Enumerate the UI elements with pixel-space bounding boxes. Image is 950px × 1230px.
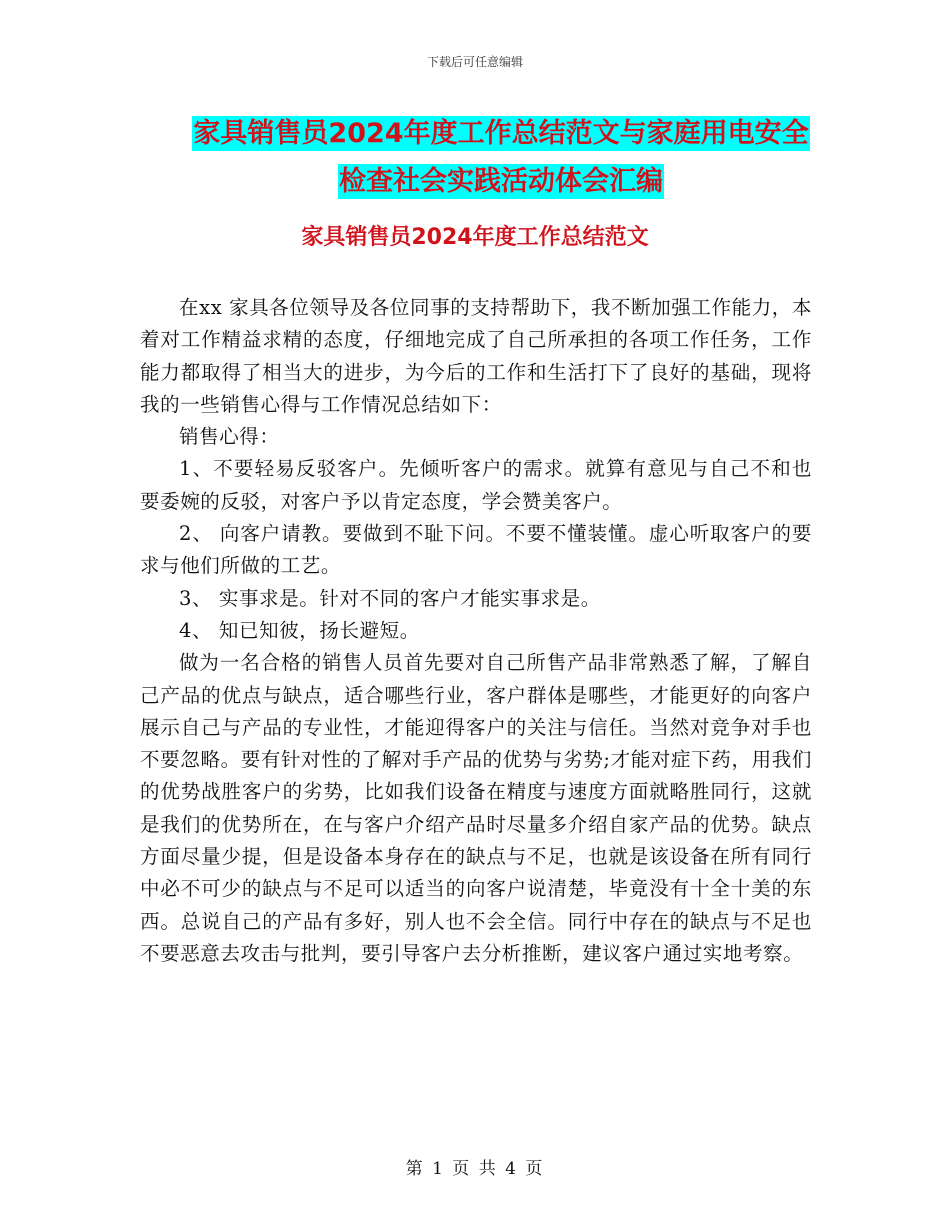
- paragraph-tip-1: 1、不要轻易反驳客户。先倾听客户的需求。就算有意见与自己不和也要委婉的反驳，对客户予以肯定态度，学会赞美客户。: [140, 457, 812, 513]
- paragraph-tip-4: 4、 知已知彼，扬长避短。: [179, 618, 420, 642]
- document-body: [140, 292, 812, 970]
- paragraph-tip-3: 3、 实事求是。针对不同的客户才能实事求是。: [179, 586, 601, 610]
- header-note: 下载后可任意编辑: [426, 55, 523, 69]
- paragraph-intro: 在xx 家具各位领导及各位同事的支持帮助下，我不断加强工作能力，本着对工作精益求精的态度，仔细地完成了自己所承担的各项工作任务，工作能力都取得了相当大的进步，为今后的工作和生活打下了良好的基础，现将我的一些销售心得与工作情况总结如下：: [140, 296, 812, 416]
- paragraph-product-knowledge: 做为一名合格的销售人员首先要对自己所售产品非常熟悉了解，了解自己产品的优点与缺点，适合哪些行业，客户群体是哪些，才能更好的向客户展示自己与产品的专业性，才能迎得客户的关注与信任。当然对竞争对手也不要忽略。要有针对性的了解对手产品的优势与劣势;才能对症下药，用我们的优势战胜客户的劣势，比如我们设备在精度与速度方面就略胜同行，这就是我们的优势所在，在与客户介绍产品时尽量多介绍自家产品的优势。缺点方面尽量少提，但是设备本身存在的缺点与不足，也就是该设备在所有同行中必不可少的缺点与不足可以适当的向客户说清楚，毕竟没有十全十美的东西。总说自己的产品有多好，别人也不会全信。同行中存在的缺点与不足也不要恶意去攻击与批判，要引导客户去分析推断，建议客户通过实地考察。: [140, 651, 812, 965]
- document-title-text: 家具销售员2024年度工作总结范文与家庭用电安全检查社会实践活动体会汇编: [193, 118, 809, 197]
- document-title: [186, 110, 816, 206]
- section-title: 家具销售员2024年度工作总结范文: [301, 225, 649, 250]
- paragraph-tip-2: 2、 向客户请教。要做到不耻下问。不要不懂装懂。虚心听取客户的要求与他们所做的工艺。: [140, 522, 812, 578]
- page-number: 第 1 页 共 4 页: [405, 1159, 545, 1179]
- paragraph-heading-sales-tips: 销售心得：: [179, 425, 280, 449]
